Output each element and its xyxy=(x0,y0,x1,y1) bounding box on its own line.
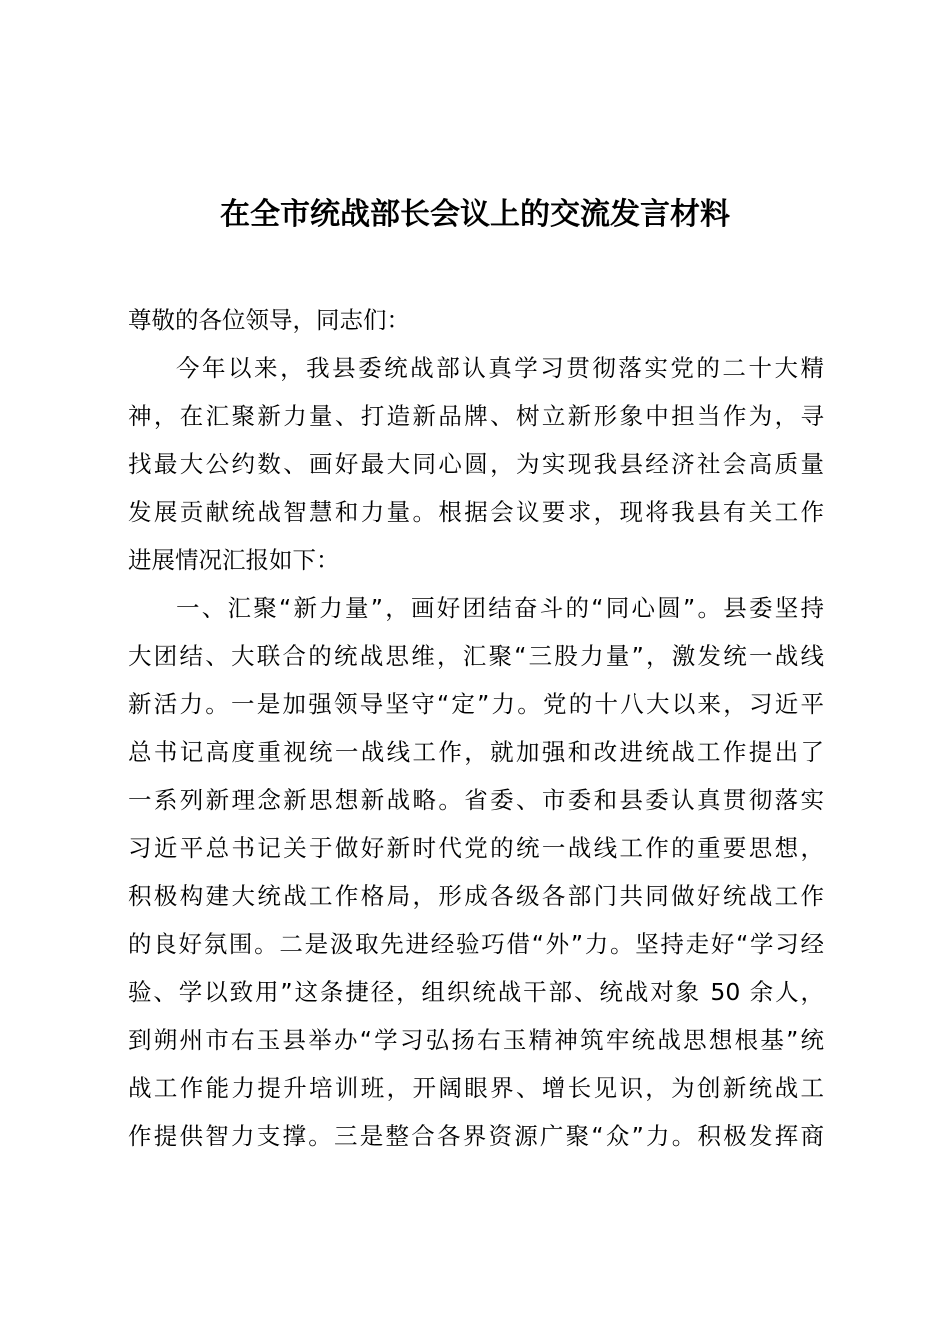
text-line: 一系列新理念新思想新战略。省委、市委和县委认真贯彻落实 xyxy=(128,786,824,814)
text-line: 到朔州市右玉县举办“学习弘扬右玉精神筑牢统战思想根基”统 xyxy=(128,1026,824,1054)
text-line: 进展情况汇报如下： xyxy=(128,546,340,574)
text-line: 新活力。一是加强领导坚守“定”力。党的十八大以来，习近平 xyxy=(128,690,824,718)
document-title: 在全市统战部长会议上的交流发言材料 xyxy=(220,197,730,232)
document-body xyxy=(128,296,824,1160)
text-line: 习近平总书记关于做好新时代党的统一战线工作的重要思想， xyxy=(128,834,824,862)
section-heading-line: 一、汇聚“新力量”，画好团结奋斗的“同心圆”。县委坚持 xyxy=(176,594,824,622)
text-line: 的良好氛围。二是汲取先进经验巧借“外”力。坚持走好“学习经 xyxy=(128,930,824,958)
paragraph-intro xyxy=(128,344,824,584)
text-line: 积极构建大统战工作格局，形成各级各部门共同做好统战工作 xyxy=(128,882,824,910)
text-line: 找最大公约数、画好最大同心圆，为实现我县经济社会高质量 xyxy=(128,450,824,478)
text-line: 今年以来，我县委统战部认真学习贯彻落实党的二十大精 xyxy=(176,354,824,382)
text-line: 神，在汇聚新力量、打造新品牌、树立新形象中担当作为，寻 xyxy=(128,402,824,430)
text-line: 发展贡献统战智慧和力量。根据会议要求，现将我县有关工作 xyxy=(128,498,824,526)
text-line: 作提供智力支撑。三是整合各界资源广聚“众”力。积极发挥商 xyxy=(128,1122,824,1150)
paragraph-section-one xyxy=(128,584,824,1160)
text-line: 总书记高度重视统一战线工作，就加强和改进统战工作提出了 xyxy=(128,738,824,766)
text-line: 验、学以致用”这条捷径，组织统战干部、统战对象 50 余人， xyxy=(128,978,824,1006)
text-line: 战工作能力提升培训班，开阔眼界、增长见识，为创新统战工 xyxy=(128,1074,824,1102)
salutation: 尊敬的各位领导，同志们： xyxy=(128,306,410,334)
text-line: 大团结、大联合的统战思维，汇聚“三股力量”，激发统一战线 xyxy=(128,642,824,670)
